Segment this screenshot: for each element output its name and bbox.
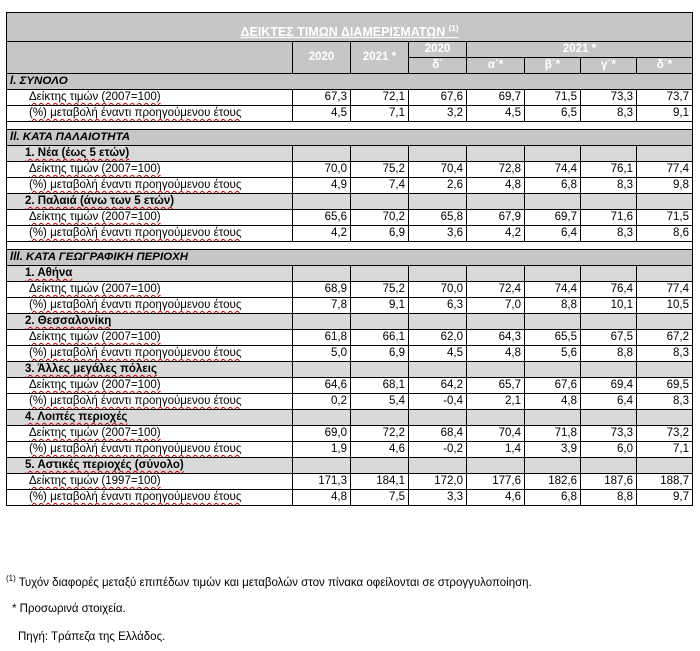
value-cell: 66,1 [351, 330, 409, 346]
value-cell: 7,5 [351, 490, 409, 506]
value-cell: 5,0 [293, 346, 351, 362]
value-cell: 72,2 [351, 426, 409, 442]
value-cell: 8,3 [581, 226, 637, 242]
table-row [7, 90, 693, 106]
value-cell: 71,5 [525, 90, 581, 106]
value-cell: 72,1 [351, 90, 409, 106]
value-cell: 67,6 [525, 378, 581, 394]
value-cell: 73,7 [637, 90, 693, 106]
table-row [7, 442, 693, 458]
group-header-empty-cell [409, 266, 467, 282]
group-header-empty-cell [351, 266, 409, 282]
row-label-text: (%) μεταβολή έναντι προηγούμενου έτους [29, 491, 242, 503]
row-label-text: Δείκτης τιμών (2007=100) [29, 283, 161, 295]
value-cell: 77,4 [637, 162, 693, 178]
row-label [7, 90, 293, 106]
value-cell: 8,6 [637, 226, 693, 242]
row-label-text: (%) μεταβολή έναντι προηγούμενου έτους [29, 347, 242, 359]
group-header-empty-cell [637, 266, 693, 282]
row-label-text: (%) μεταβολή έναντι προηγούμενου έτους [29, 179, 242, 191]
row-label [7, 210, 293, 226]
header-2020: 2020 [293, 42, 351, 74]
group-header-empty-cell [581, 314, 637, 330]
row-label [7, 426, 293, 442]
row-label-text: Δείκτης τιμών (2007=100) [29, 427, 161, 439]
provisional-note: * Προσωρινά στοιχεία. [12, 603, 126, 615]
section-spacer-row [7, 122, 693, 130]
source-note: Πηγή: Τράπεζα της Ελλάδος. [18, 631, 166, 643]
value-cell: 70,0 [293, 162, 351, 178]
table-title: ΔΕΙΚΤΕΣ ΤΙΜΩΝ ΔΙΑΜΕΡΙΣΜΑΤΩΝ $^{(1)}$ [240, 23, 459, 39]
value-cell: 4,2 [467, 226, 525, 242]
header-2021-quarters-group: 2021 * [467, 42, 693, 58]
group-title-text: 1. Νέα (έως 5 ετών) [25, 147, 130, 159]
group-header-empty-cell [467, 314, 525, 330]
value-cell: 4,5 [409, 346, 467, 362]
spacer-cell [7, 122, 693, 130]
value-cell: 171,3 [293, 474, 351, 490]
rounding-note: $^{(1)}$ Τυχόν διαφορές μεταξύ επιπέδων τιμών και μεταβολών στον πίνακα οφείλονται σε στρογγυλοποίηση. [6, 574, 532, 589]
table-row [7, 226, 693, 242]
group-header-empty-cell [409, 314, 467, 330]
value-cell: 4,2 [293, 226, 351, 242]
group-header-empty-cell [351, 458, 409, 474]
value-cell: 182,6 [525, 474, 581, 490]
value-cell: 0,2 [293, 394, 351, 410]
row-label-text: (%) μεταβολή έναντι προηγούμενου έτους [29, 443, 242, 455]
group-header-row [7, 410, 693, 426]
value-cell: 7,8 [293, 298, 351, 314]
header-q2-2021: β΄* [525, 58, 581, 74]
value-cell: 3,2 [409, 106, 467, 122]
value-cell: 4,6 [467, 490, 525, 506]
group-header-empty-cell [525, 266, 581, 282]
value-cell: 9,7 [637, 490, 693, 506]
row-label-text: Δείκτης τιμών (2007=100) [29, 379, 161, 391]
value-cell: 6,4 [525, 226, 581, 242]
group-header-empty-cell [293, 194, 351, 210]
group-header-row [7, 266, 693, 282]
group-header-empty-cell [525, 146, 581, 162]
value-cell: 4,8 [525, 394, 581, 410]
value-cell: 4,9 [293, 178, 351, 194]
table-row [7, 394, 693, 410]
value-cell: 71,5 [637, 210, 693, 226]
group-header-empty-cell [409, 194, 467, 210]
value-cell: 9,8 [637, 178, 693, 194]
group-header-empty-cell [293, 410, 351, 426]
value-cell: 8,3 [581, 106, 637, 122]
header-q1-2021: α΄* [467, 58, 525, 74]
value-cell: 7,1 [351, 106, 409, 122]
header-q3-2021: γ΄* [581, 58, 637, 74]
section-header-row [7, 74, 693, 90]
value-cell: 8,8 [581, 346, 637, 362]
value-cell: 68,1 [351, 378, 409, 394]
row-label-text: (%) μεταβολή έναντι προηγούμενου έτους [29, 107, 242, 119]
value-cell: 8,8 [581, 490, 637, 506]
header-q4-2020: δ΄ [409, 58, 467, 74]
value-cell: 70,0 [409, 282, 467, 298]
value-cell: 67,3 [293, 90, 351, 106]
section-title: III. ΚΑΤΑ ΓΕΩΓΡΑΦΙΚΗ ΠΕΡΙΟΧΗ [7, 250, 693, 266]
table-row [7, 346, 693, 362]
section-header-row [7, 130, 693, 146]
group-header-empty-cell [581, 410, 637, 426]
value-cell: 172,0 [409, 474, 467, 490]
value-cell: 2,1 [467, 394, 525, 410]
row-label-text: (%) μεταβολή έναντι προηγούμενου έτους [29, 395, 242, 407]
group-header-row [7, 146, 693, 162]
value-cell: 5,4 [351, 394, 409, 410]
value-cell: 67,2 [637, 330, 693, 346]
group-header-empty-cell [467, 194, 525, 210]
value-cell: -0,2 [409, 442, 467, 458]
table-row [7, 210, 693, 226]
row-label [7, 226, 293, 242]
value-cell: 4,8 [467, 178, 525, 194]
value-cell: 8,3 [637, 346, 693, 362]
header-blank [7, 42, 293, 74]
value-cell: 4,6 [351, 442, 409, 458]
group-title [7, 314, 293, 330]
value-cell: 64,3 [467, 330, 525, 346]
value-cell: 65,6 [293, 210, 351, 226]
group-header-empty-cell [637, 314, 693, 330]
group-header-empty-cell [525, 314, 581, 330]
value-cell: 62,0 [409, 330, 467, 346]
section-header-row [7, 250, 693, 266]
value-cell: 74,4 [525, 282, 581, 298]
group-header-empty-cell [637, 410, 693, 426]
value-cell: 76,1 [581, 162, 637, 178]
value-cell: 72,4 [467, 282, 525, 298]
row-label-text: Δείκτης τιμών (2007=100) [29, 331, 161, 343]
value-cell: 10,1 [581, 298, 637, 314]
group-header-row [7, 362, 693, 378]
value-cell: 71,6 [581, 210, 637, 226]
group-header-empty-cell [351, 410, 409, 426]
group-title-text: 2. Θεσσαλονίκη [25, 315, 112, 327]
group-header-empty-cell [409, 458, 467, 474]
group-header-empty-cell [525, 194, 581, 210]
value-cell: 8,8 [525, 298, 581, 314]
group-header-empty-cell [525, 362, 581, 378]
group-header-empty-cell [467, 146, 525, 162]
table-row [7, 330, 693, 346]
group-header-empty-cell [467, 362, 525, 378]
group-header-row [7, 314, 693, 330]
value-cell: 4,5 [293, 106, 351, 122]
value-cell: 70,4 [467, 426, 525, 442]
row-label-text: Δείκτης τιμών (2007=100) [29, 163, 161, 175]
row-label [7, 282, 293, 298]
group-header-empty-cell [293, 362, 351, 378]
group-title [7, 362, 293, 378]
value-cell: 8,3 [637, 394, 693, 410]
value-cell: 67,9 [467, 210, 525, 226]
row-label [7, 474, 293, 490]
table-row [7, 298, 693, 314]
table-row [7, 490, 693, 506]
value-cell: 70,2 [351, 210, 409, 226]
value-cell: 6,0 [581, 442, 637, 458]
group-title [7, 410, 293, 426]
value-cell: 76,4 [581, 282, 637, 298]
value-cell: 7,1 [637, 442, 693, 458]
value-cell: 69,4 [581, 378, 637, 394]
row-label [7, 106, 293, 122]
group-header-empty-cell [581, 146, 637, 162]
group-header-empty-cell [351, 146, 409, 162]
group-header-empty-cell [637, 362, 693, 378]
apartment-price-index-table [6, 12, 693, 506]
group-title-text: 2. Παλαιά (άνω των 5 ετών) [25, 195, 175, 207]
group-title-text: 1. Αθήνα [25, 267, 73, 279]
row-label [7, 178, 293, 194]
row-label [7, 442, 293, 458]
row-label [7, 378, 293, 394]
group-header-empty-cell [293, 314, 351, 330]
group-title [7, 146, 293, 162]
group-header-empty-cell [637, 458, 693, 474]
group-header-empty-cell [581, 362, 637, 378]
value-cell: 6,8 [525, 490, 581, 506]
group-header-empty-cell [525, 458, 581, 474]
section-title: II. ΚΑΤΑ ΠΑΛΑΙΟΤΗΤΑ [7, 130, 693, 146]
value-cell: 74,4 [525, 162, 581, 178]
value-cell: 73,3 [581, 90, 637, 106]
value-cell: 6,9 [351, 226, 409, 242]
value-cell: 9,1 [351, 298, 409, 314]
group-header-empty-cell [637, 194, 693, 210]
value-cell: 5,6 [525, 346, 581, 362]
value-cell: 6,5 [525, 106, 581, 122]
group-header-empty-cell [581, 266, 637, 282]
value-cell: 7,4 [351, 178, 409, 194]
value-cell: 188,7 [637, 474, 693, 490]
value-cell: 187,6 [581, 474, 637, 490]
value-cell: 65,7 [467, 378, 525, 394]
value-cell: 4,8 [467, 346, 525, 362]
value-cell: 65,8 [409, 210, 467, 226]
header-2020-quarter-year: 2020 [409, 42, 467, 58]
row-label-text: Δείκτης τιμών (1997=100) [29, 475, 161, 487]
value-cell: 68,4 [409, 426, 467, 442]
value-cell: 6,9 [351, 346, 409, 362]
value-cell: 4,8 [293, 490, 351, 506]
value-cell: 73,3 [581, 426, 637, 442]
table-row [7, 474, 693, 490]
row-label [7, 394, 293, 410]
table-row [7, 378, 693, 394]
table-row [7, 178, 693, 194]
value-cell: 64,2 [409, 378, 467, 394]
value-cell: 6,8 [525, 178, 581, 194]
row-label-text: Δείκτης τιμών (2007=100) [29, 91, 161, 103]
value-cell: 75,2 [351, 282, 409, 298]
value-cell: 177,6 [467, 474, 525, 490]
group-header-empty-cell [351, 362, 409, 378]
value-cell: 69,7 [525, 210, 581, 226]
section-title: I. ΣΥΝΟΛΟ [7, 74, 693, 90]
value-cell: 10,5 [637, 298, 693, 314]
value-cell: 184,1 [351, 474, 409, 490]
table-row [7, 282, 693, 298]
table-row [7, 106, 693, 122]
group-header-row [7, 194, 693, 210]
value-cell: 73,2 [637, 426, 693, 442]
value-cell: 72,8 [467, 162, 525, 178]
value-cell: 75,2 [351, 162, 409, 178]
value-cell: 77,4 [637, 282, 693, 298]
group-header-empty-cell [581, 458, 637, 474]
group-header-empty-cell [581, 194, 637, 210]
value-cell: 8,3 [581, 178, 637, 194]
group-header-empty-cell [467, 410, 525, 426]
value-cell: 67,5 [581, 330, 637, 346]
group-header-empty-cell [351, 314, 409, 330]
value-cell: 9,1 [637, 106, 693, 122]
group-header-empty-cell [409, 146, 467, 162]
value-cell: -0,4 [409, 394, 467, 410]
table-row [7, 426, 693, 442]
value-cell: 3,6 [409, 226, 467, 242]
group-header-empty-cell [293, 146, 351, 162]
section-spacer-row [7, 242, 693, 250]
value-cell: 6,4 [581, 394, 637, 410]
table-title-cell [7, 13, 693, 42]
price-index-table-wrapper [6, 12, 692, 506]
group-header-empty-cell [409, 410, 467, 426]
value-cell: 1,9 [293, 442, 351, 458]
value-cell: 61,8 [293, 330, 351, 346]
group-header-empty-cell [351, 194, 409, 210]
value-cell: 3,9 [525, 442, 581, 458]
value-cell: 3,3 [409, 490, 467, 506]
group-title-text: 4. Λοιπές περιοχές [25, 411, 128, 423]
value-cell: 69,5 [637, 378, 693, 394]
value-cell: 68,9 [293, 282, 351, 298]
row-label-text: Δείκτης τιμών (2007=100) [29, 211, 161, 223]
group-header-row [7, 458, 693, 474]
row-label [7, 162, 293, 178]
value-cell: 1,4 [467, 442, 525, 458]
value-cell: 69,0 [293, 426, 351, 442]
group-header-empty-cell [525, 410, 581, 426]
row-label [7, 346, 293, 362]
group-header-empty-cell [467, 458, 525, 474]
value-cell: 70,4 [409, 162, 467, 178]
table-row [7, 162, 693, 178]
row-label [7, 298, 293, 314]
row-label [7, 490, 293, 506]
value-cell: 65,5 [525, 330, 581, 346]
group-title-text: 3. Άλλες μεγάλες πόλεις [25, 363, 157, 375]
value-cell: 71,8 [525, 426, 581, 442]
value-cell: 6,3 [409, 298, 467, 314]
row-label-text: (%) μεταβολή έναντι προηγούμενου έτους [29, 227, 242, 239]
value-cell: 69,7 [467, 90, 525, 106]
row-label-text: (%) μεταβολή έναντι προηγούμενου έτους [29, 299, 242, 311]
group-title [7, 266, 293, 282]
group-header-empty-cell [467, 266, 525, 282]
group-header-empty-cell [293, 266, 351, 282]
group-header-empty-cell [293, 458, 351, 474]
value-cell: 2,6 [409, 178, 467, 194]
value-cell: 64,6 [293, 378, 351, 394]
value-cell: 4,5 [467, 106, 525, 122]
group-title [7, 194, 293, 210]
header-2021: 2021 * [351, 42, 409, 74]
value-cell: 67,6 [409, 90, 467, 106]
group-title-text: 5. Αστικές περιοχές (σύνολο) [25, 459, 184, 471]
group-header-empty-cell [637, 146, 693, 162]
header-q4-2021: δ΄* [637, 58, 693, 74]
group-header-empty-cell [409, 362, 467, 378]
value-cell: 7,0 [467, 298, 525, 314]
group-title [7, 458, 293, 474]
spacer-cell [7, 242, 693, 250]
row-label [7, 330, 293, 346]
